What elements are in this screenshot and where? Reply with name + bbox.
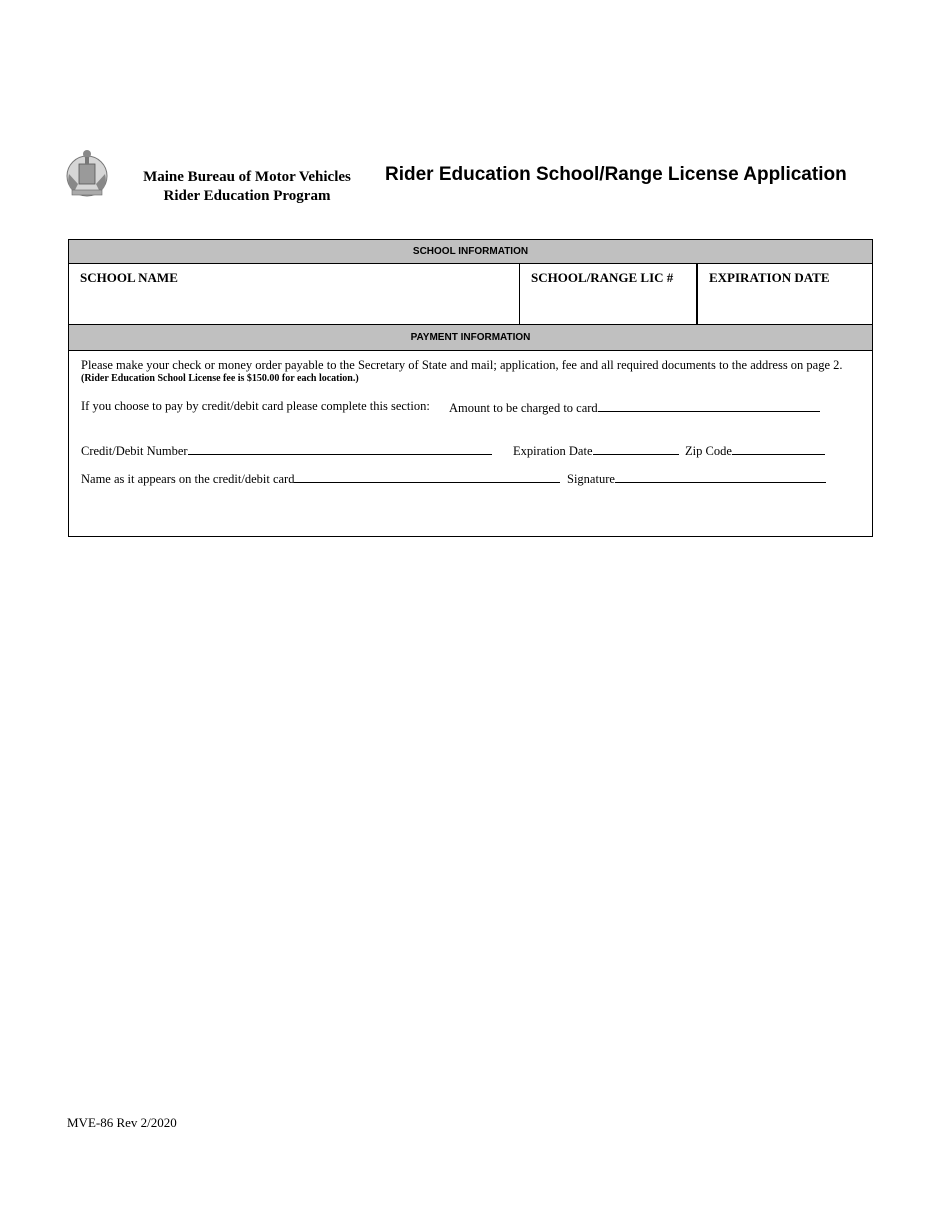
card-number-field[interactable]: [81, 442, 492, 459]
signature-label: Signature: [567, 472, 615, 486]
expiration-date-field[interactable]: [698, 264, 872, 324]
payment-info-heading: PAYMENT INFORMATION: [69, 324, 872, 351]
zip-code-label: Zip Code: [685, 444, 732, 458]
card-number-label: Credit/Debit Number: [81, 444, 188, 458]
form-id: MVE-86 Rev 2/2020: [67, 1115, 177, 1130]
zip-code-field[interactable]: [685, 442, 825, 459]
card-number-line[interactable]: [188, 442, 492, 455]
cardholder-name-line[interactable]: [294, 470, 560, 483]
school-range-lic-field[interactable]: [520, 264, 698, 324]
fee-note: (Rider Education School License fee is $150.00 for each location.): [81, 373, 359, 384]
payment-instructions: Please make your check or money order payable to the Secretary of State and mail; application, fee and all required documents to the address on page 2.: [81, 358, 843, 372]
org-name: [132, 168, 362, 206]
cardholder-name-label: Name as it appears on the credit/debit card: [81, 472, 295, 486]
org-line-1: Maine Bureau of Motor Vehicles: [143, 169, 351, 185]
amount-label: Amount to be charged to card: [449, 401, 598, 415]
card-expiration-label: Expiration Date: [513, 444, 593, 458]
signature-field[interactable]: [567, 470, 826, 487]
maine-state-seal-icon: [64, 146, 110, 200]
amount-line[interactable]: [598, 399, 820, 412]
card-prompt: If you choose to pay by credit/debit card please complete this section:: [81, 399, 430, 413]
card-expiration-line[interactable]: [593, 442, 679, 455]
amount-field[interactable]: [449, 399, 820, 416]
school-name-field[interactable]: [69, 264, 520, 324]
form-table: [68, 239, 873, 537]
school-range-lic-label: SCHOOL/RANGE LIC #: [531, 270, 674, 285]
card-expiration-field[interactable]: [513, 442, 679, 459]
cardholder-name-field[interactable]: [81, 470, 560, 487]
zip-code-line[interactable]: [732, 442, 825, 455]
school-info-heading: SCHOOL INFORMATION: [69, 240, 872, 264]
org-line-2: Rider Education Program: [163, 188, 331, 204]
signature-line[interactable]: [615, 470, 826, 483]
expiration-date-label: EXPIRATION DATE: [709, 270, 830, 285]
page-title: Rider Education School/Range License Application: [385, 164, 847, 185]
school-name-label: SCHOOL NAME: [80, 270, 178, 285]
